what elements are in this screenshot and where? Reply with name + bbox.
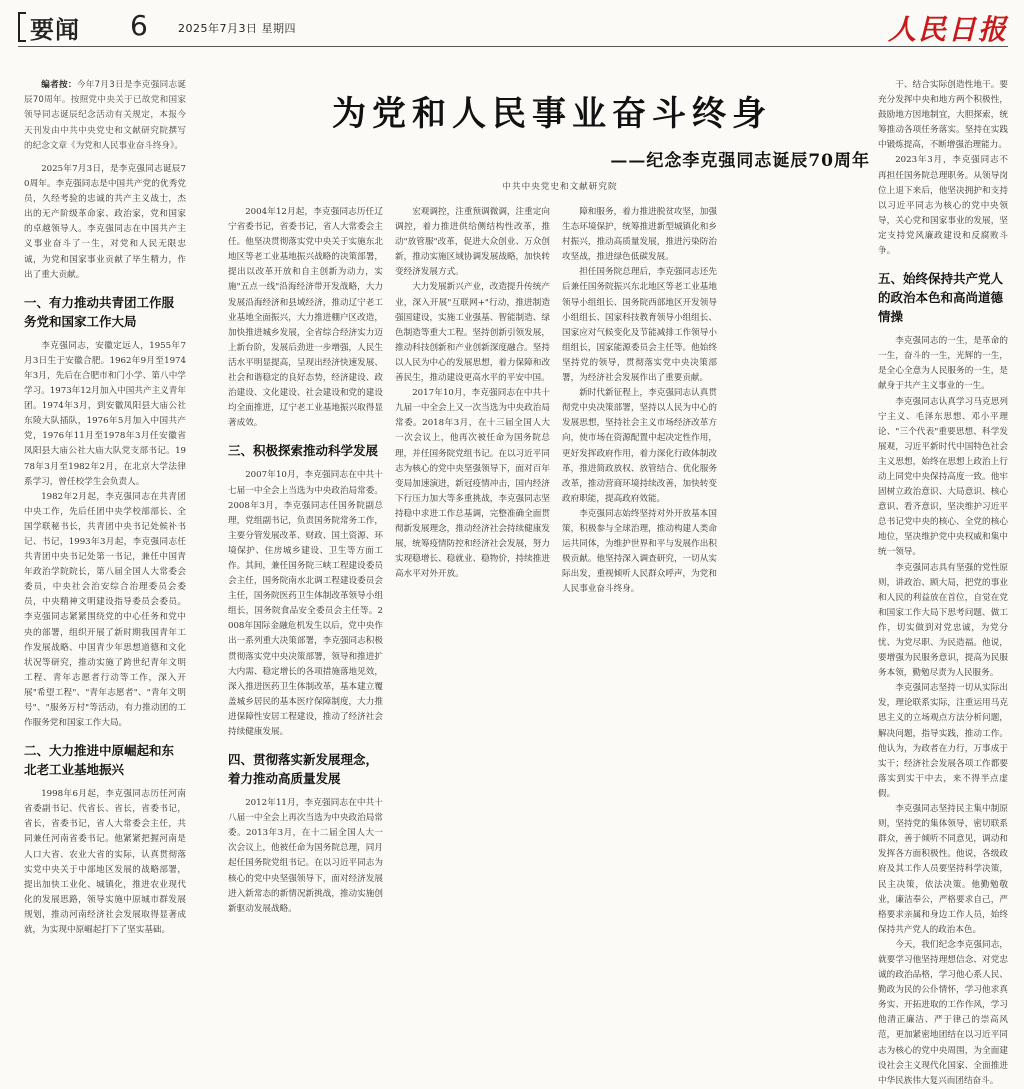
paragraph: 2004年12月起，李克强同志历任辽宁省委书记，省委书记，省人大常委会主任。他坚决贯彻落实党中央关于实施东北地区等老工业基地振兴战略的决策部署，提出以改革开放和自主创新为动力，实施"五点一线"沿海经济带开发战略，大力发展沿海经济和县域经济，推动辽宁老工业基地全面振兴，大力推进棚户区改造，加快推进城乡发展，全省综合经济实力迈上新台阶，发展后劲进一步增强，人民生活水平明显提高，呈现出经济快速发展、社会和谐稳定的良好态势，经济建设、政治建设、文化建设、社会建设和党的建设均全面推进，辽宁老工业基地振兴取得显著成效。 [228,207,383,429]
section-heading-4: 四、贯彻落实新发展理念，着力推动高质量发展 [228,752,379,787]
column-5 [878,78,1008,1086]
paragraph: 新时代新征程上，李克强同志认真贯彻党中央决策部署，坚持以人民为中心的发展思想，坚持社会主义市场经济改革方向，使市场在资源配置中起决定性作用，更好发挥政府作用，着力深化行政体制改革，推进简政放权、放管结合、优化服务改革，推动营商环境持续改善，加快转变政府职能，提高政府效能。 [562,388,717,504]
section-name: 要闻 [30,16,80,44]
paragraph: 李克强同志认真学习马克思列宁主义、毛泽东思想、邓小平理论、"三个代表"重要思想、科学发展观，习近平新时代中国特色社会主义思想，始终在思想上政治上行动上同党中央保持高度一致。他牢固树立政治意识、大局意识、核心意识、看齐意识，坚决维护习近平总书记党中央的核心、全党的核心地位，坚决维护党中央权威和集中统一领导。 [878,396,1008,558]
intro-paragraph: 2025年7月3日，是李克强同志诞辰70周年。李克强同志是中国共产党的优秀党员，久经考验的忠诚的共产主义战士，杰出的无产阶级革命家、政治家，党和国家的卓越领导人。李克强同志在中国共产主义事业奋斗了一生，对党和人民无限忠诚，为党和国家事业贡献了毕生精力，作出了重大贡献。 [24,164,186,280]
section-heading-3: 三、积极探索推动科学发展 [228,443,379,459]
paragraph: 李克强同志始终坚持对外开放基本国策，积极参与全球治理，推动构建人类命运共同体，为维护世界和平与发展作出积极贡献。他坚持深入调查研究，一切从实际出发，重视倾听人民群众呼声，为党和人民事业奋斗终身。 [562,508,717,595]
editor-note-label: 编者按： [41,80,77,90]
article-subtitle: ——纪念李克强同志诞辰70周年 [610,151,870,171]
paragraph: 2012年11月，李克强同志在中共十八届一中全会上再次当选为中央政治局常委。2013年3月，在十二届全国人大一次会议上，他被任命为国务院总理，同月起任国务院党组书记。在以习近平同志为核心的党中央坚强领导下，面对经济发展进入新常态的新情况新挑战，推动实施创新驱动发展战略。 [228,798,383,914]
article-author: 中共中央党史和文献研究院 [502,182,618,192]
page-number: 6 [130,9,148,42]
paragraph: 2007年10月，李克强同志在中共十七届一中全会上当选为中央政治局常委。2008年3月，李克强同志任国务院副总理，党组副书记，负责国务院常务工作，主要分管发展改革、财政、国土资源、环境保护、住房城乡建设、卫生等方面工作。其间，兼任国务院三峡工程建设委员会主任，国务院南水北调工程建设委员会主任，国务院医药卫生体制改革领导小组组长，国务院食品安全委员会主任等。2008年国际金融危机发生以后，党中央作出一系列重大决策部署，李克强同志积极贯彻落实党中央决策部署，领导和推进扩大内需、稳定增长的各项措施落地见效，深入推进医药卫生体制改革，基本建立覆盖城乡居民的基本医疗保障制度，大力推进保障性安居工程建设，推动了经济社会持续健康发展。 [228,470,383,737]
paragraph: 1982年2月起，李克强同志在共青团中央工作，先后任团中央学校部部长、全国学联秘书长，共青团中央书记处候补书记、书记，1993年3月起，李克强同志任共青团中央书记处第一书记，兼任中国青年政治学院院长，第八届全国人大常委会委员，中央社会治安综合治理委员会委员，中央精神文明建设指导委员会委员。李克强同志紧紧围绕党的中心任务和党中央的部署，组织开展了新时期我国青年工作发展战略、中国青少年思想道德和文化状况等研究，推动实施了跨世纪青年文明工程、青年志愿者行动等工作，深入开展"希望工程"、"青年志愿者"、"青年文明号"、"服务万村"等活动，有力推动团的工作服务党和国家工作大局。 [24,491,186,729]
paragraph: 2023年3月，李克强同志不再担任国务院总理职务。从领导岗位上退下来后，他坚决拥护和支持以习近平同志为核心的党中央领导，关心党和国家事业的发展，坚定支持党风廉政建设和反腐败斗争。 [878,155,1008,257]
page-header [18,9,1008,46]
paragraph: 干、结合实际创造性地干。要充分发挥中央和地方两个积极性，鼓励地方因地制宜，大胆探索，统筹推动各项任务落实。坚持在实践中锻炼提高，不断增强治理能力。 [878,80,1008,151]
issue-date: 2025年7月3日 星期四 [178,22,296,35]
paragraph: 担任国务院总理后，李克强同志还先后兼任国务院振兴东北地区等老工业基地领导小组组长、国务院西部地区开发领导小组组长、国家科技教育领导小组组长、国家应对气候变化及节能减排工作领导小组组长，国家能源委员会主任等。他始终坚持党的领导，贯彻落实党中央决策部署，为经济社会发展作出了重要贡献。 [562,267,717,384]
header-divider [18,46,1008,47]
section-heading-5: 五、始终保持共产党人的政治本色和高尚道德情操 [878,271,1004,325]
editor-note [24,78,186,154]
paragraph: 今天，我们纪念李克强同志，就要学习他坚持理想信念、对党忠诚的政治品格，学习他心系人民、勤政为民的公仆情怀，学习他求真务实、开拓进取的工作作风，学习他清正廉洁、严于律己的崇高风范，更加紧密地团结在以习近平同志为核心的党中央周围，为全面建设社会主义现代化国家、全面推进中华民族伟大复兴而团结奋斗。 [878,939,1008,1086]
paragraph: 1998年6月起，李克强同志历任河南省委副书记、代省长、省长，省委书记，省长，省委书记，省人大常委会主任，共同兼任河南省委书记。他紧紧把握河南是人口大省、农业大省的实际，认真贯彻落实党中央关于中部地区发展的战略部署，提出加快工业化、城镇化，推进农业现代化的发展思路，领导实施中原城市群发展规划，推动河南经济社会发展取得显著成就，为实现中原崛起打下了坚实基础。 [24,789,186,936]
paragraph: 2017年10月，李克强同志在中共十九届一中全会上又一次当选为中央政治局常委。2018年3月，在十三届全国人大一次会议上，他再次被任命为国务院总理，并任国务院党组书记。在以习近平同志为核心的党中央坚强领导下，面对百年变局加速演进，新冠疫情冲击，国内经济下行压力加大等多重挑战，李克强同志坚持稳中求进工作总基调，完整准确全面贯彻新发展理念，推动经济社会持续健康发展，统筹疫情防控和经济社会发展，努力实现稳增长、稳就业、稳物价，持续推进高水平对外开放。 [395,388,550,580]
header-bracket [18,12,26,42]
paragraph: 李克强同志坚持民主集中制原则，坚持党的集体领导，密切联系群众，善于倾听不同意见，调动和发挥各方面积极性。他说，各级政府及其工作人员要坚持科学决策，民主决策，依法决策。他勤勉敬业，廉洁奉公，严格要求自己，严格要求亲属和身边工作人员，始终保持共产党人的政治本色。 [878,804,1008,935]
article-title: 为党和人民事业奋斗终身 [332,94,772,134]
section-heading-1: 一、有力推动共青团工作服务党和国家工作大局 [24,294,175,329]
column-4 [562,205,717,903]
column-2 [228,205,383,914]
paragraph: 李克强同志具有坚强的党性原则，讲政治、顾大局，把党的事业和人民的利益放在首位，自觉在党和国家工作大局下思考问题、做工作，切实做到对党忠诚，为党分忧、为党尽职、为民造福。他说，要增强为民服务意识，提高为民服务本领，勤勉尽责为人民服务。 [878,562,1008,679]
paragraph: 大力发展新兴产业，改造提升传统产业，深入开展"互联网+"行动，推进制造强国建设，实施工业强基、智能制造、绿色制造等重大工程。坚持创新引领发展，推动科技创新和产业创新深度融合。坚持以人民为中心的发展思想，着力保障和改善民生，推动建设更高水平的平安中国。 [395,282,550,384]
paragraph: 李克强同志的一生，是革命的一生，奋斗的一生，光辉的一生，是全心全意为人民服务的一生，是献身于共产主义事业的一生。 [878,336,1008,392]
paragraph: 李克强同志，安徽定远人，1955年7月3日生于安徽合肥。1962年9月至1974年3月，先后在合肥市和门小学、第八中学学习。1973年12月加入中国共产主义青年团。1974年3月，到安徽凤阳县大庙公社东陵大队插队，1976年5月加入中国共产党，1976年11月至1978年3月任安徽省凤阳县大庙公社大庙大队党支部书记。1978年3月至1982年2月，在北京大学法律系学习，曾任校学生会负责人。 [24,340,186,487]
editor-note-text: 今年7月3日是李克强同志诞辰70周年。按照党中央关于已故党和国家领导同志诞辰纪念活动有关规定，本报今天刊发由中共中央党史和文献研究院撰写的纪念文章《为党和人民事业奋斗终身》。 [24,80,186,151]
paragraph: 障和服务，着力推进脱贫攻坚，加强生态环境保护，统筹推进新型城镇化和乡村振兴，推动高质量发展，推进污染防治攻坚战，推进绿色低碳发展。 [562,207,717,263]
column-3 [395,205,550,903]
paragraph: 李克强同志坚持一切从实际出发，理论联系实际，注重运用马克思主义的立场观点方法分析问题，解决问题，指导实践，推动工作。他认为，为政者在力行，万事成于实干；经济社会发展各项工作都要落实到实干中去，来不得半点虚假。 [878,683,1008,799]
section-heading-2: 二、大力推进中原崛起和东北老工业基地振兴 [24,743,175,778]
newspaper-logo: 人民日报 [887,13,1008,46]
paragraph: 宏观调控，注重预调微调，注重定向调控，着力推进供给侧结构性改革，推动"放管服"改革，促进大众创业、万众创新，推动实施区域协调发展战略，加快转变经济发展方式。 [395,207,550,278]
column-1 [24,78,186,936]
